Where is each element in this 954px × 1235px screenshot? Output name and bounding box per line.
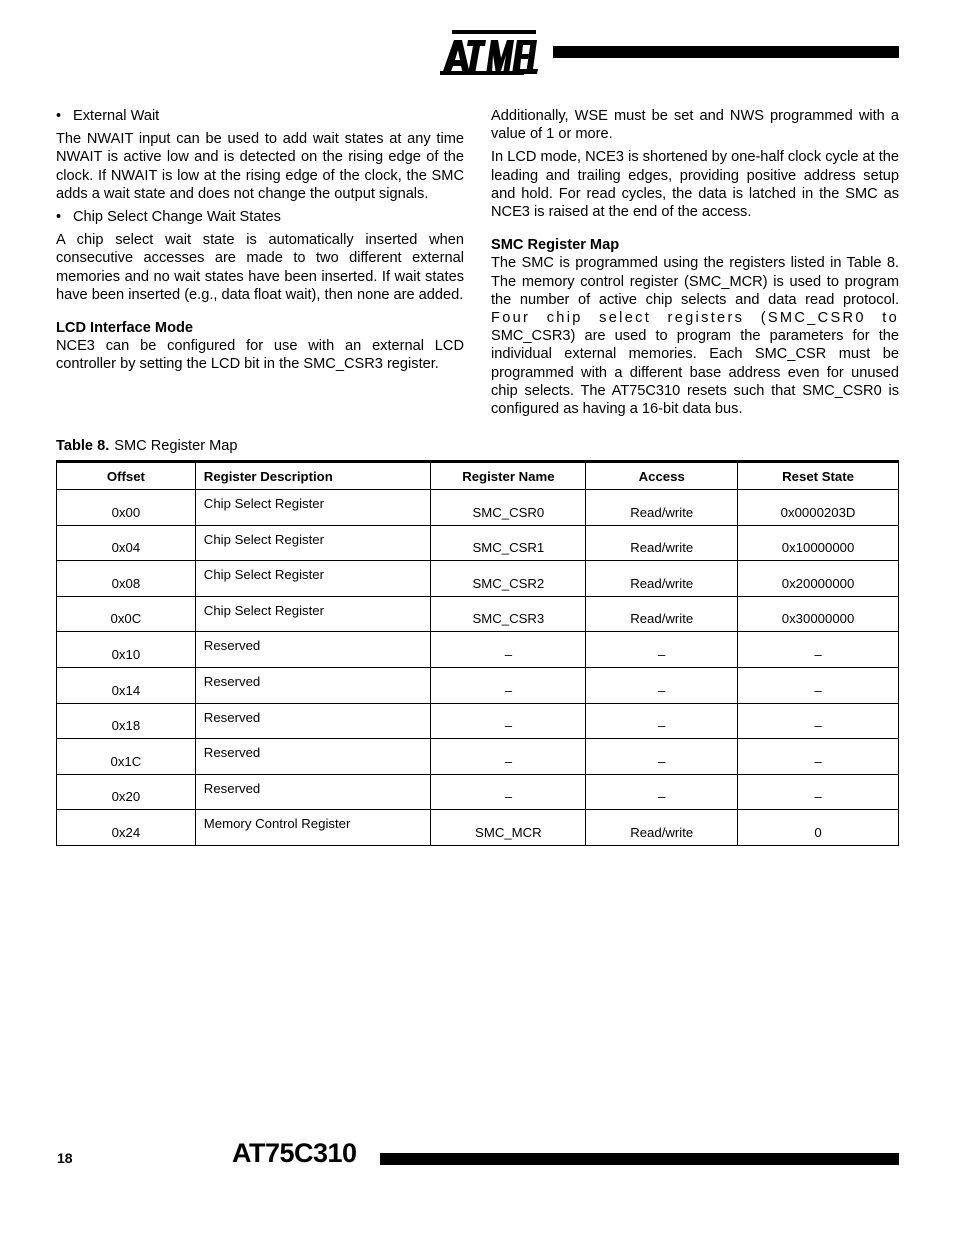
table-row <box>57 632 899 668</box>
cell-description: Memory Control Register <box>195 810 431 846</box>
cell-reset-state: 0x30000000 <box>738 596 899 632</box>
right-column <box>491 107 899 423</box>
cell-offset: 0x00 <box>57 490 196 526</box>
cell-access: Read/write <box>586 596 738 632</box>
cell-offset: 0x18 <box>57 703 196 739</box>
cell-reset-state: – <box>738 739 899 775</box>
cell-access: – <box>586 667 738 703</box>
cell-description: Reserved <box>195 774 431 810</box>
table-caption-label: Table 8. <box>56 438 110 454</box>
cell-description: Chip Select Register <box>195 525 431 561</box>
table-row <box>57 667 899 703</box>
cell-reset-state: – <box>738 703 899 739</box>
header-access: Access <box>586 462 738 490</box>
cell-reset-state: 0 <box>738 810 899 846</box>
cell-access: – <box>586 703 738 739</box>
heading-lcd-interface-mode: LCD Interface Mode <box>56 320 194 337</box>
cell-description: Reserved <box>195 739 431 775</box>
header-rule <box>553 46 899 58</box>
table-row <box>57 739 899 775</box>
cell-description: Chip Select Register <box>195 596 431 632</box>
cell-reset-state: 0x10000000 <box>738 525 899 561</box>
cell-register-name: SMC_CSR3 <box>431 596 586 632</box>
cell-reset-state: 0x0000203D <box>738 490 899 526</box>
cell-access: – <box>586 774 738 810</box>
cell-description: Chip Select Register <box>195 561 431 597</box>
cell-access: Read/write <box>586 525 738 561</box>
cell-register-name: – <box>431 667 586 703</box>
table-row <box>57 525 899 561</box>
para-lcd-interface: NCE3 can be configured for use with an external LCD controller by setting the LCD bit in the SMC_CSR3 register. <box>56 338 464 373</box>
cell-reset-state: – <box>738 774 899 810</box>
table-row <box>57 774 899 810</box>
cell-register-name: SMC_CSR2 <box>431 561 586 597</box>
cell-access: Read/write <box>586 810 738 846</box>
cell-offset: 0x1C <box>57 739 196 775</box>
cell-offset: 0x0C <box>57 596 196 632</box>
cell-register-name: – <box>431 703 586 739</box>
atmel-logo <box>440 28 538 78</box>
cell-access: – <box>586 739 738 775</box>
bullet-external-wait: • External Wait <box>56 107 464 125</box>
bullet-chip-select-change: • Chip Select Change Wait States <box>56 208 464 226</box>
table-row <box>57 703 899 739</box>
cell-register-name: SMC_CSR0 <box>431 490 586 526</box>
para-register-map <box>491 254 899 418</box>
header-description: Register Description <box>195 462 431 490</box>
table-row <box>57 490 899 526</box>
cell-register-name: – <box>431 739 586 775</box>
cell-offset: 0x10 <box>57 632 196 668</box>
para-chip-select-change: A chip select wait state is automatically inserted when consecutive accesses are made to two different external memories and no wait states have been inserted. If wait states have been inserted (e.g., data float wait), then none are added. <box>56 232 464 303</box>
table-row <box>57 810 899 846</box>
footer-rule <box>380 1153 899 1165</box>
cell-offset: 0x24 <box>57 810 196 846</box>
cell-description: Reserved <box>195 667 431 703</box>
para-register-map-part2: SMC_CSR3) are used to program the parameters for the individual external memories. Each SMC_CSR must be programmed with a different base address even for unused chip selects. The AT75C310 resets such that SMC_CSR0 is configured as having a 16-bit data bus. <box>491 328 899 418</box>
para-register-map-part1: The SMC is programmed using the registers listed in Table 8. The memory control register (SMC_MCR) is used to program the number of active chip selects and data read protocol. <box>491 255 899 308</box>
header-register-name: Register Name <box>431 462 586 490</box>
cell-description: Reserved <box>195 703 431 739</box>
cell-description: Chip Select Register <box>195 490 431 526</box>
left-column <box>56 107 464 379</box>
cell-offset: 0x04 <box>57 525 196 561</box>
cell-offset: 0x08 <box>57 561 196 597</box>
para-register-map-spaced: Four chip select registers (SMC_CSR0 to <box>491 310 899 327</box>
cell-register-name: SMC_CSR1 <box>431 525 586 561</box>
heading-smc-register-map: SMC Register Map <box>491 237 620 254</box>
smc-register-table <box>56 460 899 846</box>
cell-access: – <box>586 632 738 668</box>
cell-offset: 0x14 <box>57 667 196 703</box>
table-caption <box>56 437 238 455</box>
table-caption-title: SMC Register Map <box>114 438 238 454</box>
para-wse: Additionally, WSE must be set and NWS programmed with a value of 1 or more. <box>491 108 899 143</box>
cell-reset-state: – <box>738 632 899 668</box>
cell-access: Read/write <box>586 490 738 526</box>
cell-register-name: SMC_MCR <box>431 810 586 846</box>
cell-register-name: – <box>431 632 586 668</box>
cell-description: Reserved <box>195 632 431 668</box>
header-offset: Offset <box>57 462 196 490</box>
cell-register-name: – <box>431 774 586 810</box>
table-row <box>57 561 899 597</box>
cell-offset: 0x20 <box>57 774 196 810</box>
page-number: 18 <box>57 1150 73 1166</box>
para-lcd-mode: In LCD mode, NCE3 is shortened by one-half clock cycle at the leading and trailing edges, providing positive address setup and hold. For read cycles, the data is latched in the SMC as NCE3 is raised at the end of the access. <box>491 149 900 221</box>
para-external-wait: The NWAIT input can be used to add wait states at any time NWAIT is active low and is detected on the rising edge of the clock. If NWAIT is low at the rising edge of the clock, the SMC adds a wait state and does not change the output signals. <box>56 131 464 202</box>
cell-reset-state: 0x20000000 <box>738 561 899 597</box>
header-reset-state: Reset State <box>738 462 899 490</box>
table-header-row <box>57 462 899 490</box>
table-body <box>57 490 899 846</box>
table-row <box>57 596 899 632</box>
cell-access: Read/write <box>586 561 738 597</box>
document-title: AT75C310 <box>232 1138 357 1168</box>
cell-reset-state: – <box>738 667 899 703</box>
